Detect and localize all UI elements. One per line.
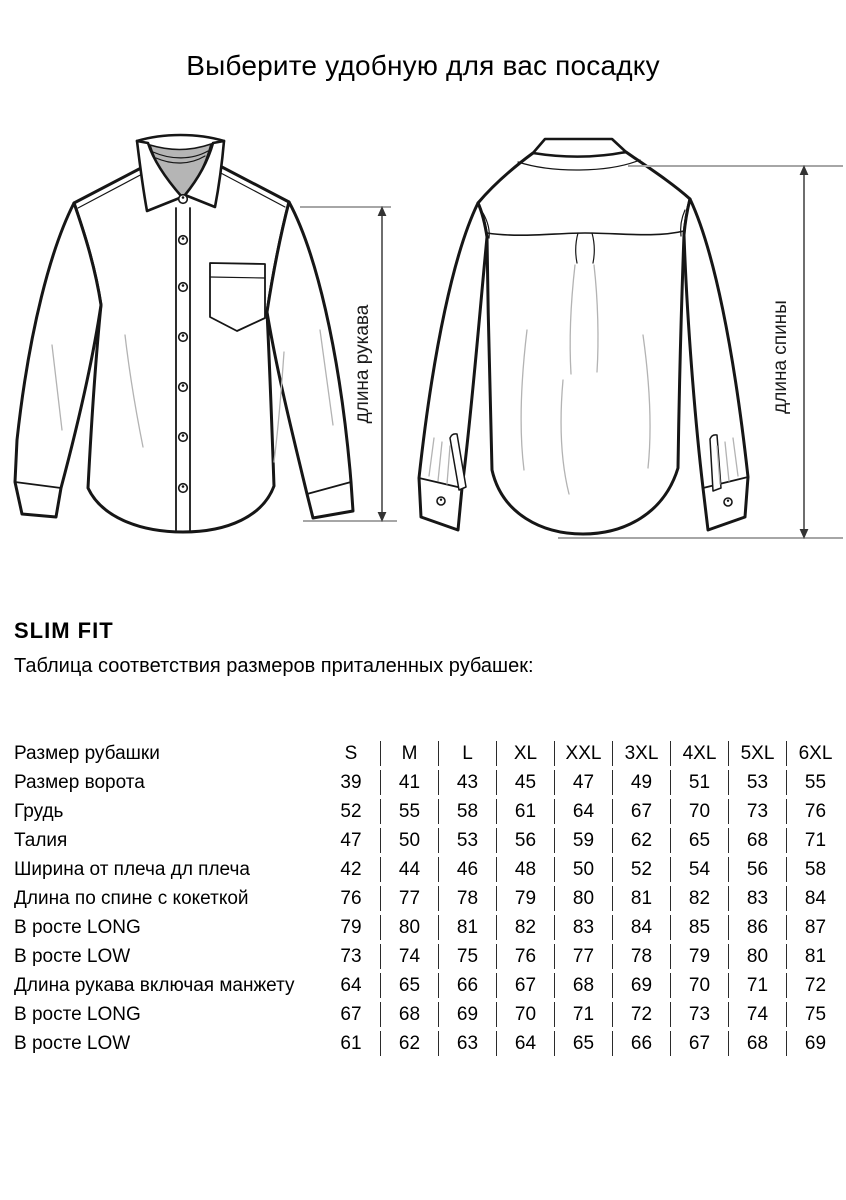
size-value-cell: 53 [438, 828, 496, 853]
size-column-header: M [380, 741, 438, 766]
size-value-cell: 76 [496, 944, 554, 969]
size-value-cell: 80 [554, 886, 612, 911]
size-column-header: XXL [554, 741, 612, 766]
size-value-cell: 43 [438, 770, 496, 795]
size-value-cell: 66 [438, 973, 496, 998]
size-value-cell: 78 [438, 886, 496, 911]
table-row [14, 770, 846, 795]
table-row [14, 828, 846, 853]
size-value-cell: 77 [380, 886, 438, 911]
size-value-cell: 67 [612, 799, 670, 824]
size-value-cell: 79 [340, 917, 362, 938]
size-value-cell: 47 [340, 830, 362, 851]
size-value-cell: 81 [786, 944, 844, 969]
size-value-cell: 80 [380, 915, 438, 940]
size-value-cell: 54 [670, 857, 728, 882]
size-value-cell: 80 [728, 944, 786, 969]
size-column-header: S [344, 743, 358, 764]
size-value-cell: 74 [728, 1002, 786, 1027]
size-value-cell: 48 [496, 857, 554, 882]
size-value-cell: 73 [340, 946, 362, 967]
size-value-cell: 74 [380, 944, 438, 969]
size-value-cell: 85 [670, 915, 728, 940]
size-value-cell: 69 [612, 973, 670, 998]
size-value-cell: 61 [496, 799, 554, 824]
size-value-cell: 58 [786, 857, 844, 882]
table-row [14, 973, 846, 998]
size-value-cell: 70 [496, 1002, 554, 1027]
page-title: Выберите удобную для вас посадку [186, 50, 660, 81]
size-value-cell: 65 [554, 1031, 612, 1056]
row-label: В росте LONG [14, 917, 141, 938]
shirt-back-drawing [419, 139, 748, 534]
size-value-cell: 75 [438, 944, 496, 969]
size-value-cell: 79 [670, 944, 728, 969]
fit-subtitle: Таблица соответствия размеров приталенных рубашек: [14, 655, 534, 677]
sleeve-length-label: длина рукава [352, 304, 373, 424]
row-label: Длина по спине с кокеткой [14, 888, 249, 909]
table-row [14, 1002, 846, 1027]
size-column-header: 4XL [670, 741, 728, 766]
size-value-cell: 44 [380, 857, 438, 882]
size-value-cell: 56 [728, 857, 786, 882]
shirt-front-drawing [15, 135, 353, 532]
table-row [14, 886, 846, 911]
size-value-cell: 62 [612, 828, 670, 853]
size-value-cell: 55 [786, 770, 844, 795]
size-value-cell: 64 [496, 1031, 554, 1056]
size-value-cell: 68 [728, 828, 786, 853]
size-value-cell: 70 [670, 799, 728, 824]
size-value-cell: 87 [786, 915, 844, 940]
size-value-cell: 81 [612, 886, 670, 911]
size-value-cell: 67 [670, 1031, 728, 1056]
size-column-header: 6XL [786, 741, 844, 766]
size-value-cell: 63 [438, 1031, 496, 1056]
size-value-cell: 71 [554, 1002, 612, 1027]
size-value-cell: 46 [438, 857, 496, 882]
size-value-cell: 84 [612, 915, 670, 940]
size-value-cell: 75 [786, 1002, 844, 1027]
size-value-cell: 73 [728, 799, 786, 824]
size-value-cell: 65 [380, 973, 438, 998]
size-value-cell: 77 [554, 944, 612, 969]
size-value-cell: 72 [612, 1002, 670, 1027]
size-value-cell: 72 [786, 973, 844, 998]
row-label: Талия [14, 830, 68, 851]
size-value-cell: 50 [554, 857, 612, 882]
size-value-cell: 51 [670, 770, 728, 795]
size-value-cell: 82 [496, 915, 554, 940]
size-value-cell: 45 [496, 770, 554, 795]
size-value-cell: 53 [728, 770, 786, 795]
size-value-cell: 67 [496, 973, 554, 998]
size-value-cell: 84 [786, 886, 844, 911]
table-row [14, 915, 846, 940]
row-label: Размер рубашки [14, 743, 160, 764]
size-value-cell: 52 [340, 801, 362, 822]
size-column-header: 5XL [728, 741, 786, 766]
size-value-cell: 47 [554, 770, 612, 795]
size-column-header: 3XL [612, 741, 670, 766]
size-value-cell: 68 [728, 1031, 786, 1056]
table-row [14, 857, 846, 882]
row-label: В росте LOW [14, 946, 131, 967]
row-label: Длина рукава включая манжету [14, 975, 295, 996]
size-value-cell: 71 [786, 828, 844, 853]
size-column-header: L [438, 741, 496, 766]
size-value-cell: 59 [554, 828, 612, 853]
size-value-cell: 69 [786, 1031, 844, 1056]
size-value-cell: 42 [340, 859, 362, 880]
table-row [14, 1031, 846, 1056]
size-table [14, 741, 846, 1060]
size-value-cell: 79 [496, 886, 554, 911]
size-value-cell: 86 [728, 915, 786, 940]
size-value-cell: 39 [340, 772, 362, 793]
row-label: В росте LONG [14, 1004, 141, 1025]
size-column-header: XL [496, 741, 554, 766]
size-value-cell: 62 [380, 1031, 438, 1056]
size-value-cell: 64 [554, 799, 612, 824]
size-value-cell: 49 [612, 770, 670, 795]
fit-heading: SLIM FIT [14, 618, 114, 643]
table-header-row [14, 741, 846, 766]
row-label: В росте LOW [14, 1033, 131, 1054]
size-value-cell: 76 [786, 799, 844, 824]
size-value-cell: 83 [728, 886, 786, 911]
back-length-label: длина спины [770, 300, 791, 414]
size-value-cell: 83 [554, 915, 612, 940]
size-value-cell: 68 [554, 973, 612, 998]
size-value-cell: 76 [340, 888, 362, 909]
size-value-cell: 82 [670, 886, 728, 911]
size-value-cell: 66 [612, 1031, 670, 1056]
size-value-cell: 50 [380, 828, 438, 853]
size-value-cell: 73 [670, 1002, 728, 1027]
table-row [14, 799, 846, 824]
size-value-cell: 56 [496, 828, 554, 853]
size-value-cell: 55 [380, 799, 438, 824]
row-label: Ширина от плеча дл плеча [14, 859, 250, 880]
table-row [14, 944, 846, 969]
size-value-cell: 67 [340, 1004, 362, 1025]
size-value-cell: 58 [438, 799, 496, 824]
row-label: Грудь [14, 801, 64, 822]
size-value-cell: 68 [380, 1002, 438, 1027]
size-value-cell: 52 [612, 857, 670, 882]
size-value-cell: 81 [438, 915, 496, 940]
size-value-cell: 71 [728, 973, 786, 998]
size-value-cell: 64 [340, 975, 362, 996]
size-value-cell: 78 [612, 944, 670, 969]
size-value-cell: 70 [670, 973, 728, 998]
size-value-cell: 61 [340, 1033, 362, 1054]
size-value-cell: 65 [670, 828, 728, 853]
size-value-cell: 69 [438, 1002, 496, 1027]
row-label: Размер ворота [14, 772, 145, 793]
size-value-cell: 41 [380, 770, 438, 795]
